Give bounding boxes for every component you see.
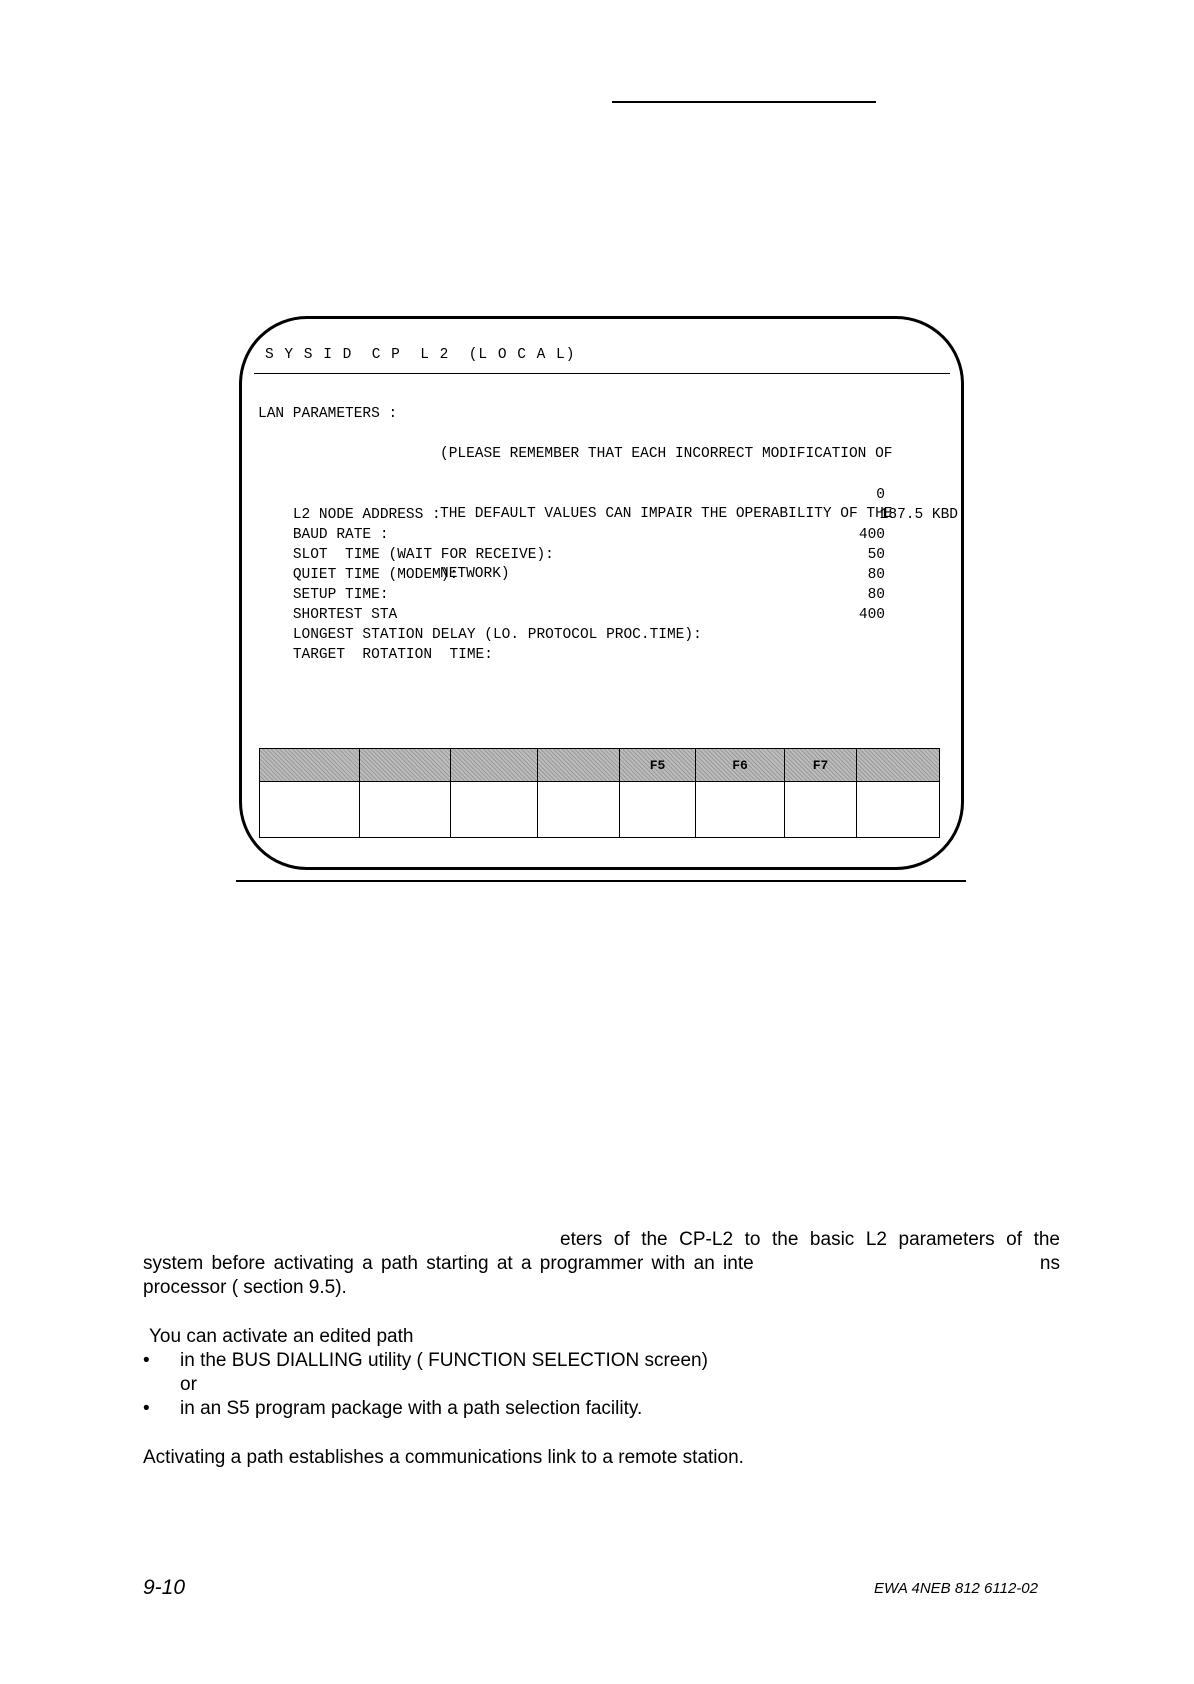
function-key-label: [260, 749, 359, 782]
page-number: 9-10: [143, 1576, 186, 1599]
function-key-label: [360, 749, 450, 782]
param-label: TARGET ROTATION TIME:: [292, 647, 493, 663]
function-key-label: [857, 749, 939, 782]
param-label: SETUP TIME:: [292, 587, 389, 603]
function-key-label: [451, 749, 537, 782]
function-key-f5[interactable]: [620, 749, 696, 837]
param-value: 0: [876, 487, 885, 503]
function-key-label: F6: [696, 749, 784, 782]
param-label: SHORTEST STA: [292, 607, 398, 623]
title-divider: [254, 373, 950, 374]
bullet-item-1: in the BUS DIALLING utility ( FUNCTION SELECTION screen): [180, 1350, 708, 1371]
function-key-3[interactable]: [451, 749, 538, 837]
paragraph-1-line-2-left: system before activating a path starting at a programmer with an inte: [143, 1253, 754, 1274]
function-key-1[interactable]: [260, 749, 360, 837]
function-key-label: F5: [620, 749, 695, 782]
top-rule: [612, 101, 876, 103]
param-label: LONGEST STATION DELAY (LO. PROTOCOL PROC.TIME):: [292, 627, 702, 643]
param-target-rotation-time: [258, 625, 958, 663]
param-longest-station-delay: [258, 605, 958, 643]
param-value: 80: [867, 587, 885, 603]
param-setup-time: [258, 565, 958, 603]
paragraph-2: You can activate an edited path: [149, 1326, 414, 1347]
screen-title: S Y S I D C P L 2 (L O C A L): [265, 347, 576, 363]
param-label: L2 NODE ADDRESS :: [292, 507, 441, 523]
function-key-8[interactable]: [857, 749, 939, 837]
function-key-f6[interactable]: [696, 749, 785, 837]
function-key-label: F7: [785, 749, 856, 782]
bullet-item-2: in an S5 program package with a path selection facility.: [180, 1398, 643, 1419]
paragraph-1-line-1: eters of the CP-L2 to the basic L2 parameters of the: [560, 1229, 1060, 1250]
function-key-2[interactable]: [360, 749, 451, 837]
or-text: or: [180, 1374, 197, 1395]
param-label: QUIET TIME (MODEM):: [292, 567, 459, 583]
parameter-list: [258, 485, 958, 663]
document-code: EWA 4NEB 812 6112-02: [874, 1580, 1038, 1597]
bullet-marker: •: [143, 1398, 150, 1419]
param-value: 400: [858, 607, 885, 623]
lan-note-line: THE DEFAULT VALUES CAN IMPAIR THE OPERABILITY OF THE: [440, 506, 893, 522]
param-value: 50: [867, 547, 885, 563]
lan-note-line: NETWORK): [440, 566, 510, 582]
function-key-bar: [259, 748, 940, 838]
lan-note-line: (PLEASE REMEMBER THAT EACH INCORRECT MODIFICATION OF: [440, 446, 893, 462]
param-value: 400: [858, 527, 885, 543]
bullet-marker: •: [143, 1350, 150, 1371]
function-key-label: [538, 749, 619, 782]
function-key-4[interactable]: [538, 749, 620, 837]
param-value: 80: [867, 567, 885, 583]
param-label: SLOT TIME (WAIT FOR RECEIVE):: [292, 547, 554, 563]
param-value: 187.5 KBD: [879, 507, 958, 523]
paragraph-1-line-3: processor ( section 9.5).: [143, 1277, 347, 1298]
paragraph-1-line-2-right: ns: [1039, 1253, 1060, 1274]
param-label: BAUD RATE :: [292, 527, 389, 543]
lan-parameters-label: LAN PARAMETERS :: [258, 406, 398, 422]
paragraph-3: Activating a path establishes a communications link to a remote station.: [143, 1447, 744, 1468]
function-key-f7[interactable]: [785, 749, 857, 837]
figure-underline: [236, 880, 966, 882]
